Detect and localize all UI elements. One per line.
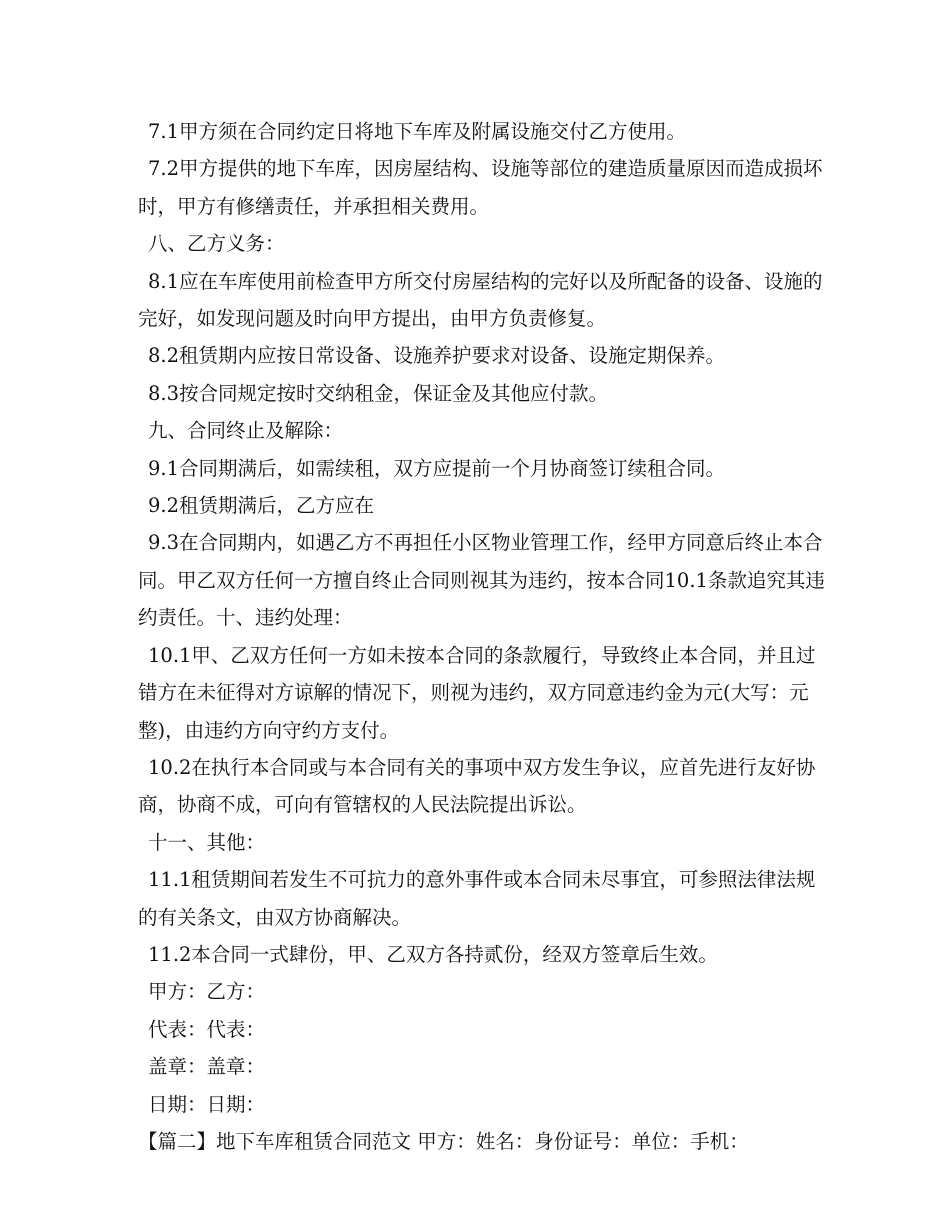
clause-10-2: 10.2在执行本合同或与本合同有关的事项中双方发生争议，应首先进行友好协商，协商不成，可向有管辖权的人民法院提出诉讼。	[138, 755, 816, 817]
clause-7-1: 7.1甲方须在合同约定日将地下车库及附属设施交付乙方使用。	[148, 120, 687, 143]
clause-10-1: 10.1甲、乙双方任何一方如未按本合同的条款履行，导致终止本合同，并且过错方在未征得对方谅解的情况下，则视为违约，双方同意违约金为元(大写：元整)，由违约方向守约方支付。	[138, 643, 816, 742]
section-heading-9: 九、合同终止及解除：	[148, 419, 344, 443]
signature-party-line: 甲方：乙方：	[148, 980, 266, 1004]
signature-seal-line: 盖章：盖章：	[148, 1055, 266, 1079]
clause-9-1: 9.1合同期满后，如需续租，双方应提前一个月协商签订续租合同。	[148, 456, 726, 480]
signature-date-line: 日期：日期：	[148, 1092, 266, 1116]
signature-representative-line: 代表：代表：	[148, 1017, 266, 1041]
clause-8-1: 8.1应在车库使用前检查甲方所交付房屋结构的完好以及所配备的设备、设施的完好，如发现问题及时向甲方提出，由甲方负责修复。	[138, 269, 823, 331]
clause-8-3: 8.3按合同规定按时交纳租金，保证金及其他应付款。	[148, 381, 609, 405]
section-heading-8: 八、乙方义务：	[148, 232, 285, 256]
clause-8-2: 8.2租赁期内应按日常设备、设施养护要求对设备、设施定期保养。	[148, 344, 726, 368]
clause-9-3: 9.3在合同期内，如遇乙方不再担任小区物业管理工作，经甲方同意后终止本合同。甲乙双方任何一方擅自终止合同则视其为违约，按本合同10.1条款追究其违约责任。十、违约处理：	[138, 531, 825, 630]
document-body	[138, 113, 828, 1160]
clause-7-2: 7.2甲方提供的地下车库，因房屋结构、设施等部位的建造质量原因而造成损坏时，甲方有修缮责任，并承担相关费用。	[138, 157, 823, 218]
clause-11-1: 11.1租赁期间若发生不可抗力的意外事件或本合同未尽事宜，可参照法律法规的有关条文，由双方协商解决。	[138, 868, 816, 929]
section-heading-11: 十一、其他：	[148, 830, 266, 854]
next-article-heading: 【篇二】地下车库租赁合同范文 甲方：姓名：身份证号：单位：手机：	[138, 1129, 749, 1153]
clause-11-2: 11.2本合同一式肆份，甲、乙双方各持贰份，经双方签章后生效。	[148, 942, 718, 966]
clause-9-2: 9.2租赁期满后，乙方应在	[148, 494, 375, 518]
